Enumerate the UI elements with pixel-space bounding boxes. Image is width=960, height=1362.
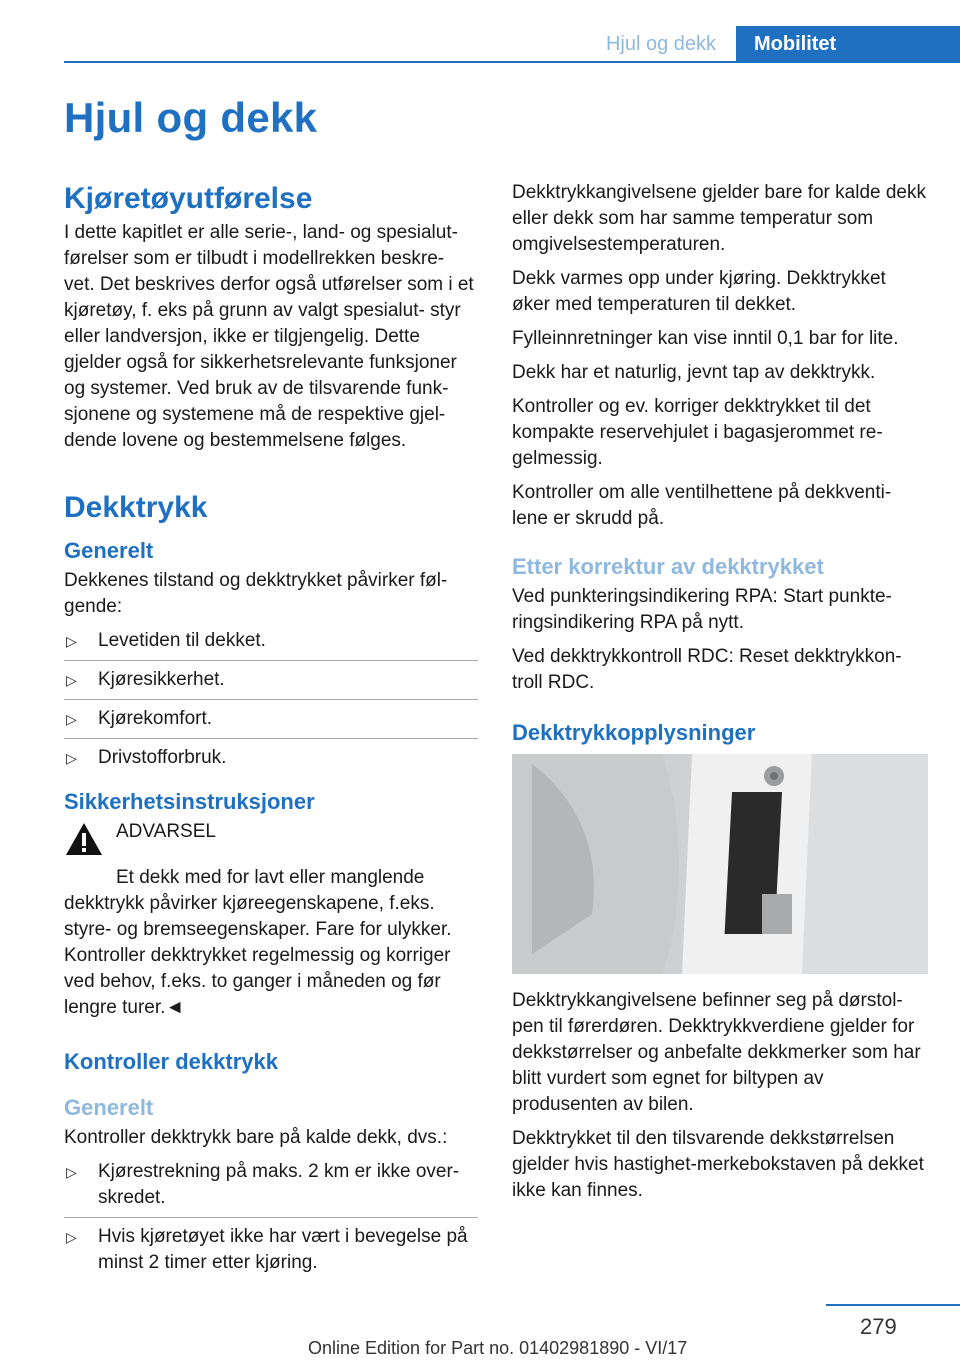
- header-section-tab[interactable]: Hjul og dekk: [605, 33, 717, 55]
- paragraph-general: Dekkenes tilstand og dekktrykket påvirker føl- gende:: [64, 570, 448, 617]
- paragraph-speed-letter: Dekktrykket til den tilsvarende dekkstørrelsen gjelder hvis hastighet-merkebokstaven på dekket ikke kan finnes.: [512, 1128, 924, 1201]
- list-item: ▷ Levetiden til dekket.: [64, 628, 478, 661]
- list-item: ▷ Drivstofforbruk.: [64, 745, 478, 777]
- list-item: ▷ Kjørekomfort.: [64, 706, 478, 739]
- warning-title: ADVARSEL: [116, 821, 216, 842]
- list-effects: [64, 628, 478, 777]
- triangle-bullet-icon: ▷: [66, 1229, 77, 1245]
- paragraph-vehicle-version: I dette kapitlet er alle serie-, land- og spesialut- førelser som er tilbudt i modellrekken beskre- vet. Det beskrives derfor også utførelser som i et kjøretøy, f. eks på grunn av valgt spesialut- styr eller landversjon, ikke er tilgjengelig. Dette gjelder også for sikkerhetsrelevante funksjoner og systemer. Ved bruk av de tilsvarende funk- sjonene og systemene må de respektive gjel- dende lovene og bestemmelsene følges.: [64, 222, 474, 451]
- list-item: ▷ Kjørestrekning på maks. 2 km er ikke over- skredet.: [64, 1159, 478, 1218]
- paragraph-rdc: Ved dekktrykkontroll RDC: Reset dekktrykkon- troll RDC.: [512, 646, 902, 693]
- triangle-bullet-icon: ▷: [66, 633, 77, 649]
- paragraph-valve-caps: Kontroller om alle ventilhettene på dekkventi- lene er skrudd på.: [512, 482, 892, 529]
- warning-block: [64, 819, 478, 871]
- list-item: ▷ Hvis kjøretøyet ikke har vært i bevegelse på minst 2 timer etter kjøring.: [66, 1226, 468, 1273]
- page-title: Hjul og dekk: [64, 94, 318, 141]
- warning-icon: [64, 821, 104, 857]
- right-column: [512, 180, 928, 1212]
- paragraph-cold-tires: Dekktrykkangivelsene gjelder bare for kalde dekk eller dekk som har samme temperatur som omgivelsestemperaturen.: [512, 182, 926, 255]
- heading-safety: Sikkerhetsinstruksjoner: [64, 789, 315, 814]
- paragraph-heating: Dekk varmes opp under kjøring. Dekktrykket øker med temperaturen til dekket.: [512, 268, 886, 315]
- triangle-bullet-icon: ▷: [66, 750, 77, 766]
- paragraph-spare-wheel: Kontroller og ev. korriger dekktrykket til det kompakte reservehjulet i bagasjerommet re- gelmessig.: [512, 396, 883, 469]
- header-chapter-tab[interactable]: Mobilitet: [736, 26, 960, 62]
- triangle-bullet-icon: ▷: [66, 1164, 77, 1180]
- list-item: ▷ Kjøresikkerhet.: [64, 667, 478, 700]
- paragraph-check: Kontroller dekktrykk bare på kalde dekk, dvs.:: [64, 1127, 448, 1148]
- heading-after-correction: Etter korrektur av dekktrykket: [512, 554, 824, 579]
- heading-general: Generelt: [64, 538, 154, 563]
- list-check-conditions: [64, 1159, 478, 1282]
- footer-rule: [826, 1304, 960, 1306]
- paragraph-location: Dekktrykkangivelsene befinner seg på dørstol- pen til førerdøren. Dekktrykkverdiene gjelder for dekkstørrelser og anbefalte dekkmerker som har blitt vurdert som egnet for biltypen av produsenten av bilen.: [512, 990, 921, 1115]
- triangle-bullet-icon: ▷: [66, 672, 77, 688]
- triangle-bullet-icon: ▷: [66, 711, 77, 727]
- heading-check-general: Generelt: [64, 1095, 154, 1120]
- header-rule: [64, 61, 960, 63]
- heading-check-pressure: Kontroller dekktrykk: [64, 1049, 278, 1074]
- paragraph-filling: Fylleinnretninger kan vise inntil 0,1 bar for lite.: [512, 328, 899, 349]
- heading-tire-pressure: Dekktrykk: [64, 491, 208, 524]
- heading-vehicle-version: Kjøretøyutførelse: [64, 182, 313, 215]
- page-number: 279: [860, 1314, 897, 1339]
- paragraph-rpa: Ved punkteringsindikering RPA: Start punkte- ringsindikering RPA på nytt.: [512, 586, 892, 633]
- paragraph-loss: Dekk har et naturlig, jevnt tap av dekktrykk.: [512, 362, 876, 383]
- left-column: [64, 180, 478, 1290]
- warning-text: Et dekk med for lavt eller manglende dekktrykk påvirker kjøreegenskapene, f.eks. styre- og bremseegenskaper. Fare for ulykker. Kontroller dekktrykket regelmessig og korriger ved behov, f.eks. to ganger i måneden og før lengre turer.◄: [64, 867, 452, 1018]
- footer-edition: Online Edition for Part no. 01402981890 - VI/17: [308, 1338, 688, 1358]
- door-pillar-figure: [512, 754, 928, 974]
- door-pillar-illustration: [512, 754, 928, 974]
- heading-pressure-info: Dekktrykkopplysninger: [512, 720, 756, 745]
